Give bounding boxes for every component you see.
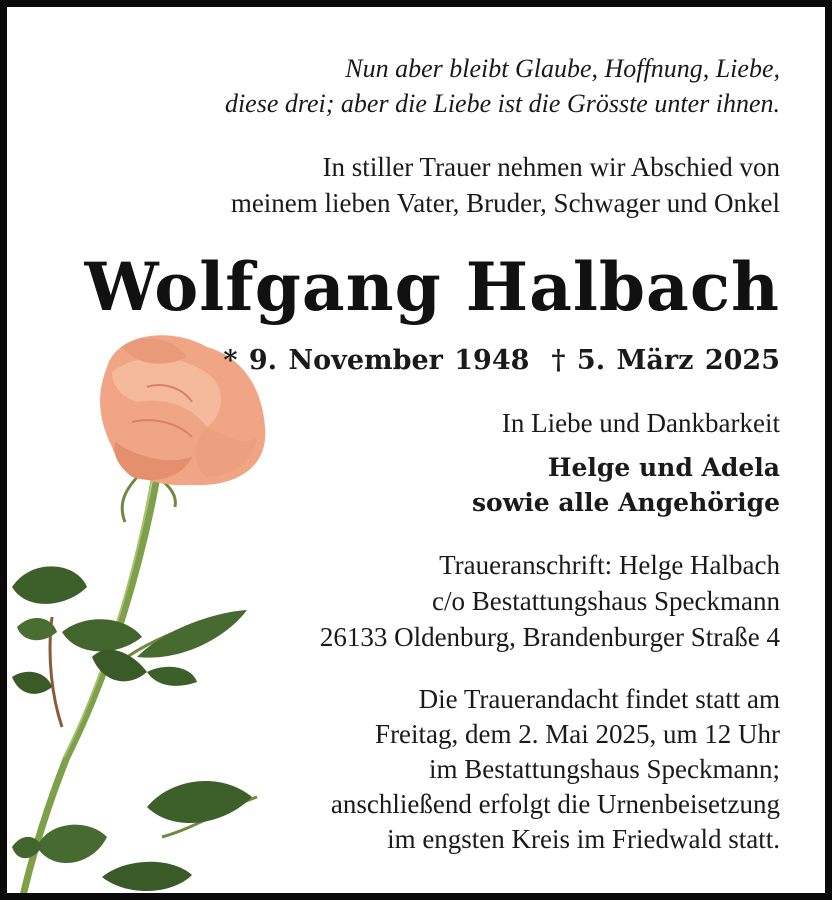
service-line: im engsten Kreis im Friedwald statt.	[387, 824, 780, 854]
intro-line: meinem lieben Vater, Bruder, Schwager und Onkel	[230, 188, 780, 218]
bible-quote	[225, 51, 780, 121]
deceased-name: Wolfgang Halbach	[84, 248, 780, 326]
address-line: c/o Bestattungshaus Speckmann	[432, 586, 780, 616]
quote-line: Nun aber bleibt Glaube, Hoffnung, Liebe,	[345, 54, 780, 83]
mourner-line: Helge und Adela	[547, 453, 780, 482]
quote-line: diese drei; aber die Liebe ist die Grösste unter ihnen.	[224, 89, 780, 118]
life-dates	[223, 343, 780, 379]
service-line: Die Trauerandacht findet statt am	[418, 684, 780, 714]
service-line: Freitag, dem 2. Mai 2025, um 12 Uhr	[375, 719, 780, 749]
death-date: † 5. März 2025	[551, 345, 780, 376]
birth-date: * 9. November 1948	[223, 345, 530, 376]
service-line: im Bestattungshaus Speckmann;	[429, 754, 780, 784]
intro-text	[231, 149, 780, 221]
mourners	[472, 450, 780, 520]
mourning-address	[320, 547, 780, 655]
intro-line: In stiller Trauer nehmen wir Abschied von	[322, 152, 780, 182]
closing-line: In Liebe und Dankbarkeit	[501, 408, 780, 438]
mourner-line: sowie alle Angehörige	[471, 488, 780, 517]
address-line: Traueranschrift: Helge Halbach	[439, 550, 780, 580]
address-line: 26133 Oldenburg, Brandenburger Straße 4	[319, 622, 780, 652]
service-details	[331, 682, 780, 857]
service-line: anschließend erfolgt die Urnenbeisetzung	[330, 789, 780, 819]
rose-illustration	[7, 327, 287, 900]
